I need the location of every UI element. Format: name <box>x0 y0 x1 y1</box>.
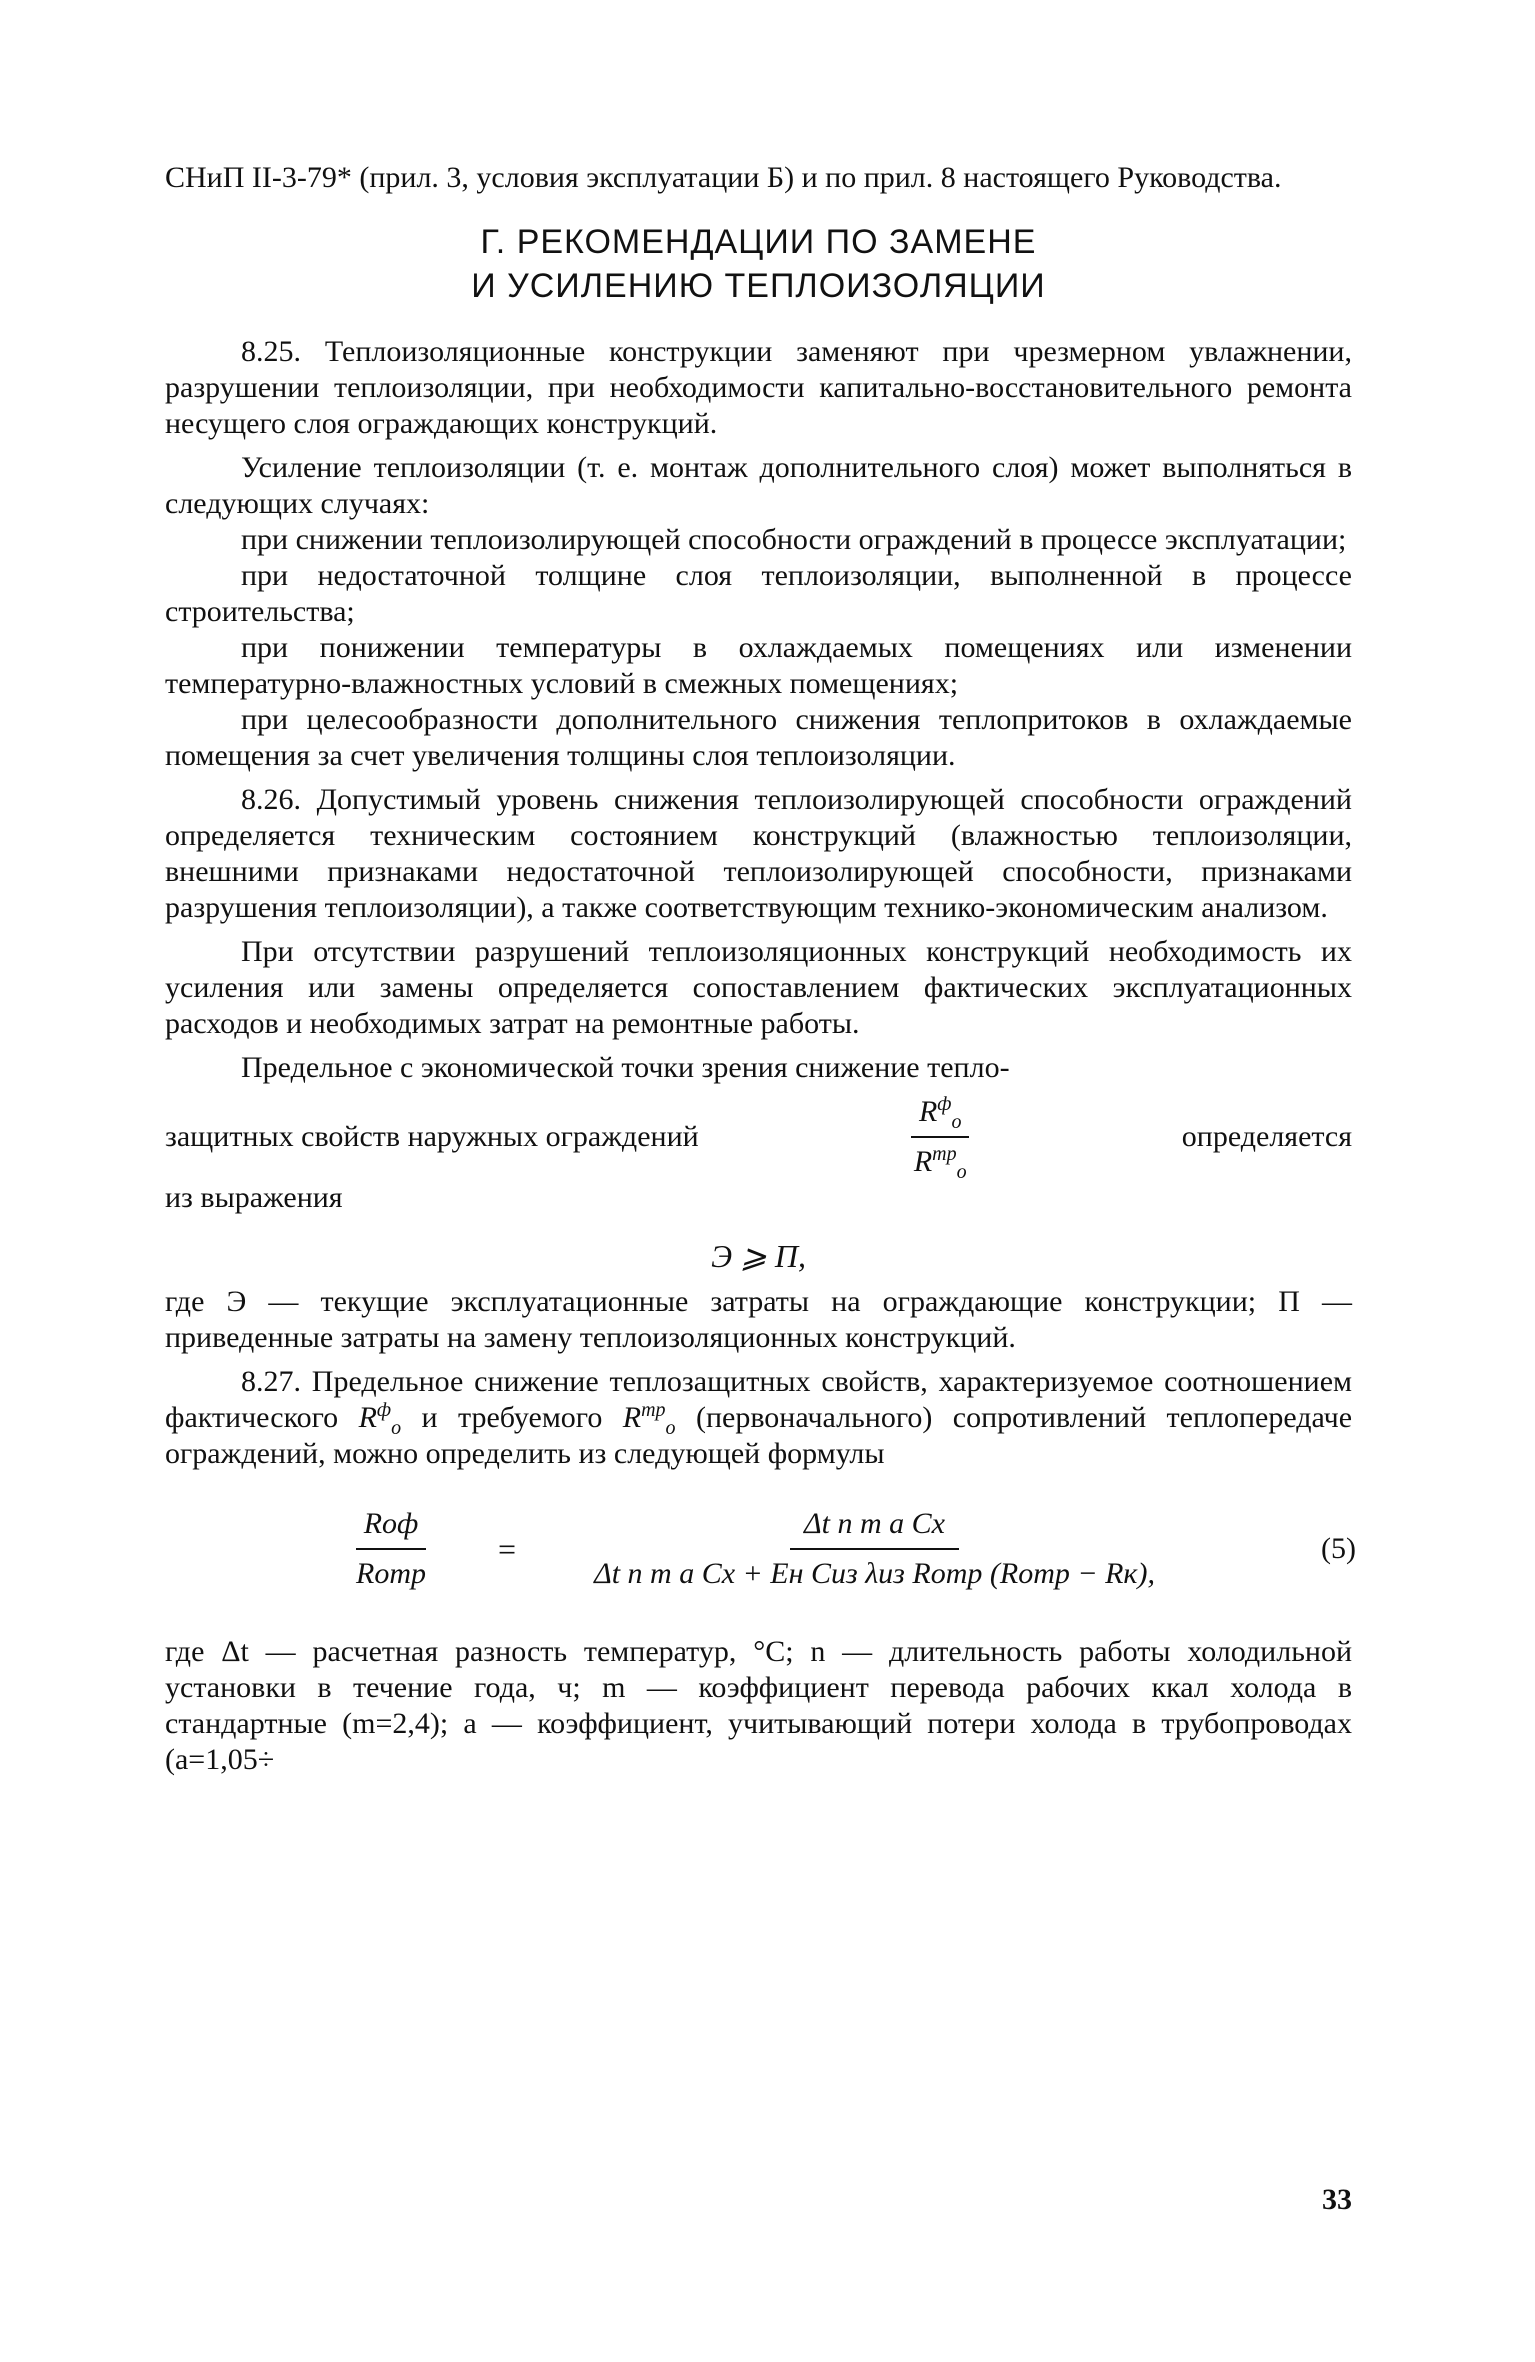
list-item-heat-gain-reduction: при целесообразности дополнительного снижения теплопритоков в охлаждаемые помещения за счет увеличения толщины слоя теплоизоляции. <box>165 703 1352 772</box>
eq5-left-fraction <box>348 1506 434 1592</box>
eq5-left-denominator: Rотр <box>356 1557 427 1590</box>
paragraph-8-26: 8.26. Допустимый уровень снижения теплоизолирующей способности ограждений определяется техническим состоянием конструкций (влажностью теплоизоляции, внешними признаками недостаточной теплоизолирующей способности, признаками разрушения теплоизоляции), а также соответствующим технико-экономическим анализом. <box>165 783 1352 924</box>
paragraph-economic-limit: Предельное с экономической точки зрения снижение тепло- <box>241 1051 1010 1084</box>
heading-line-2: И УСИЛЕНИЮ ТЕПЛОИЗОЛЯЦИИ <box>471 267 1046 305</box>
paragraph-no-damage: При отсутствии разрушений теплоизоляционных конструкций необходимость их усиления или замены определяется сопоставлением фактических эксплуатационных расходов и необходимых затрат на ремонтные работы. <box>165 935 1352 1040</box>
eq5-right-denominator: Δt n m a Cx + Eн Cиз λиз Rотр (Rотр − Rк), <box>594 1557 1155 1590</box>
resistance-ratio <box>906 1093 975 1183</box>
ratio-numerator: $R^ф_о$ <box>911 1094 970 1138</box>
paragraph-reinforcement: Усиление теплоизоляции (т. е. монтаж дополнительного слоя) может выполняться в следующих случаях: <box>165 451 1352 520</box>
list-item-reduced-insulation: при снижении теплоизолирующей способности ограждений в процессе эксплуатации; <box>241 523 1347 556</box>
equation-5 <box>165 1506 1356 1592</box>
formula-explanation: где Э — текущие эксплуатационные затраты на ограждающие конструкции; П — приведенные затраты на замену теплоизоляционных конструкций. <box>165 1285 1352 1354</box>
ratio-denominator: $R^{тр}_о$ <box>913 1143 967 1183</box>
list-item-temperature-change: при понижении температуры в охлаждаемых помещениях или изменении температурно-влажностных условий в смежных помещениях; <box>165 631 1352 700</box>
equals-sign: = <box>498 1531 517 1567</box>
paragraph-8-25: 8.25. Теплоизоляционные конструкции заменяют при чрезмерном увлажнении, разрушении теплоизоляции, при необходимости капитально-восстановительного ремонта несущего слоя ограждающих конструкций. <box>165 335 1352 440</box>
equation-number: (5) <box>1321 1532 1356 1565</box>
section-heading <box>165 220 1352 308</box>
eq5-right-fraction <box>580 1506 1169 1592</box>
paragraph-from-expression: из выражения <box>165 1181 343 1214</box>
paragraph-8-27: 8.27. Предельное снижение теплозащитных свойств, характеризуемое соотношением фактического $R^ф_о$ и требуемого $R^{тр}_о$ (первоначального) сопротивлений теплопередаче ограждений, можно определить из следующей формулы <box>165 1365 1353 1470</box>
ratio-row-left-text: защитных свойств наружных ограждений <box>165 1120 699 1153</box>
page-number: 33 <box>1322 2183 1352 2216</box>
list-item-insufficient-thickness: при недостаточной толщине слоя теплоизоляции, выполненной в процессе строительства; <box>165 559 1352 628</box>
ratio-row-right-text: определяется <box>1181 1120 1352 1153</box>
inequality-formula: Э ⩾ П, <box>711 1238 806 1274</box>
equation-5-explanation: где Δt — расчетная разность температур, °С; n — длительность работы холодильной установки в течение года, ч; m — коэффициент перевода рабочих ккал холода в стандартные (m=2,4); a — коэффициент, учитывающий потери холода в трубопроводах (a=1,05÷ <box>165 1635 1352 1776</box>
intro-paragraph: СНиП II-3-79* (прил. 3, условия эксплуатации Б) и по прил. 8 настоящего Руководства. <box>165 161 1282 194</box>
heading-line-1: Г. РЕКОМЕНДАЦИИ ПО ЗАМЕНЕ <box>480 223 1037 261</box>
eq5-left-numerator: Rоф <box>356 1506 427 1550</box>
inline-ratio-row <box>165 1093 1352 1183</box>
eq5-right-numerator: Δt n m a Cx <box>790 1506 959 1550</box>
